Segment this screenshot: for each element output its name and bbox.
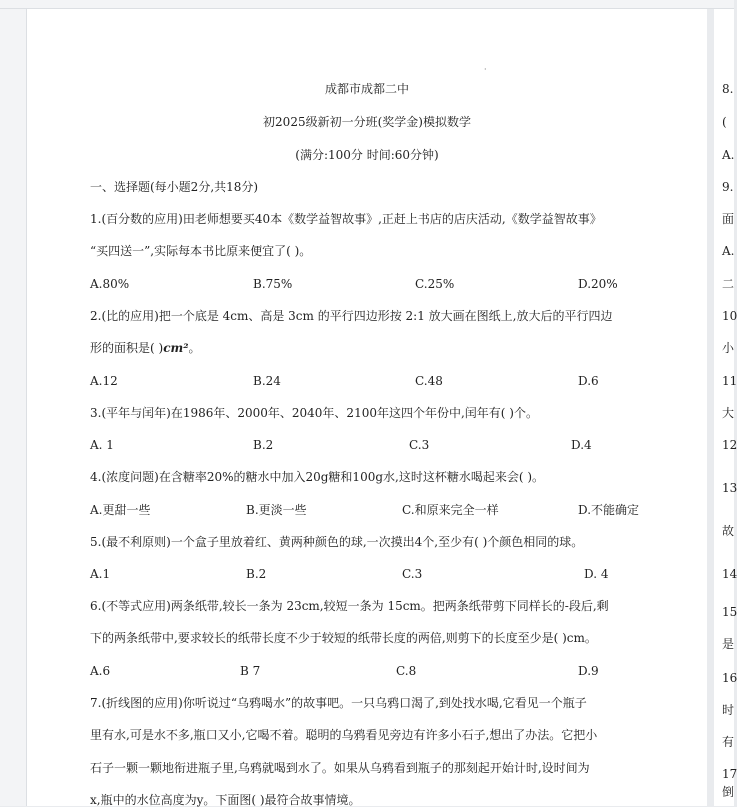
next-fragment: 二 [722,277,735,291]
q7-line4: x,瓶中的水位高度为y。下面图( )最符合故事情境。 [90,793,361,807]
q5-option-d: D. 4 [584,567,609,581]
q6-line2: 下的两条纸带中,要求较长的纸带长度不少于较短的纸带长度的两倍,则剪下的长度至少是( )cm。 [90,631,597,645]
next-fragment: 11 [722,374,737,388]
document-page [27,9,707,806]
q5-option-c: C.3 [402,567,423,581]
q2-unit: cm² [163,341,189,355]
q6-option-a: A.6 [90,664,111,678]
next-fragment: 8. [722,82,734,96]
q1-option-b: B.75% [253,277,293,291]
q7-line3: 石子一颗一颗地衔进瓶子里,乌鸦就喝到水了。如果从乌鸦看到瓶子的那刻起开始计时,设时间为 [90,761,590,775]
q2-line2-text: 形的面积是( ) [90,341,164,355]
q5-option-b: B.2 [246,567,267,581]
q4-line1: 4.(浓度问题)在含糖率20%的糖水中加入20g糖和100g水,这时这杯糖水喝起来会( )。 [90,470,545,484]
q2-line2 [90,341,200,355]
q4-option-d: D.不能确定 [578,503,640,517]
next-fragment: 时 [722,703,735,717]
q2-option-a: A.12 [90,374,118,388]
school-title: 成都市成都二中 [324,82,409,96]
next-fragment: 大 [722,406,735,420]
q3-option-d: D.4 [571,438,592,452]
q6-option-c: C.8 [396,664,417,678]
q1-line1: 1.(百分数的应用)田老师想要买40本《数学益智故事》,正赶上书店的店庆活动,《数学益智故事》 [90,212,602,226]
q3-option-c: C.3 [409,438,430,452]
q2-option-b: B.24 [253,374,281,388]
q1-line2: “买四送一”,实际每本书比原来便宜了( )。 [90,244,312,258]
q4-option-c: C.和原来完全一样 [402,503,499,517]
q3-option-b: B.2 [253,438,274,452]
next-fragment: 9. [722,180,734,194]
q3-line1: 3.(平年与闰年)在1986年、2000年、2040年、2100年这四个年份中,闰年有( )个。 [90,406,538,420]
next-fragment: A. [722,244,735,258]
header-dot: · [484,65,487,74]
next-fragment: 12 [722,438,737,452]
section-title: 一、选择题(每小题2分,共18分) [90,180,259,194]
next-fragment: 17 [722,767,737,781]
q1-option-d: D.20% [578,277,618,291]
q6-option-d: D.9 [578,664,599,678]
q7-line2: 里有水,可是水不多,瓶口又小,它喝不着。聪明的乌鸦看见旁边有许多小石子,想出了办法。它把小 [90,728,598,742]
next-fragment: 小 [722,341,735,355]
q5-option-a: A.1 [90,567,111,581]
next-fragment: 15 [722,605,737,619]
next-fragment: 倒 [722,785,735,799]
q1-option-c: C.25% [415,277,455,291]
left-gutter [0,9,27,806]
next-fragment: 面 [722,212,735,226]
score-time: (满分:100分 时间:60分钟) [295,148,439,162]
next-fragment: A. [722,148,735,162]
top-toolbar-strip [0,0,734,9]
q2-unit-suffix: 。 [188,341,201,355]
q2-line1: 2.(比的应用)把一个底是 4cm、高是 3cm 的平行四边形按 2:1 放大画在图纸上,放大后的平行四边 [90,309,613,323]
q4-option-b: B.更淡一些 [246,503,307,517]
next-fragment: 故 [722,524,735,538]
exam-title: 初2025级新初一分班(奖学金)模拟数学 [263,115,471,129]
next-fragment: 13 [722,481,737,495]
q4-option-a: A.更甜一些 [90,503,151,517]
next-fragment: ( [722,115,727,129]
next-page-sliver [714,9,737,806]
q6-line1: 6.(不等式应用)两条纸带,较长一条为 23cm,较短一条为 15cm。把两条纸带剪下同样长的-段后,剩 [90,599,609,613]
q2-option-d: D.6 [578,374,599,388]
q7-line1: 7.(折线图的应用)你听说过“乌鸦喝水”的故事吧。一只乌鸦口渴了,到处找水喝,它看见一个瓶子 [90,696,587,710]
q6-option-b: B 7 [240,664,261,678]
q1-option-a: A.80% [90,277,130,291]
next-fragment: 16 [722,671,737,685]
q2-option-c: C.48 [415,374,443,388]
q5-line1: 5.(最不利原则)一个盒子里放着红、黄两种颜色的球,一次摸出4个,至少有( )个颜色相同的球。 [90,535,584,549]
q3-option-a: A. 1 [90,438,114,452]
next-fragment: 14 [722,567,737,581]
next-fragment: 有 [722,735,735,749]
next-fragment: 10 [722,309,737,323]
next-fragment: 是 [722,637,735,651]
